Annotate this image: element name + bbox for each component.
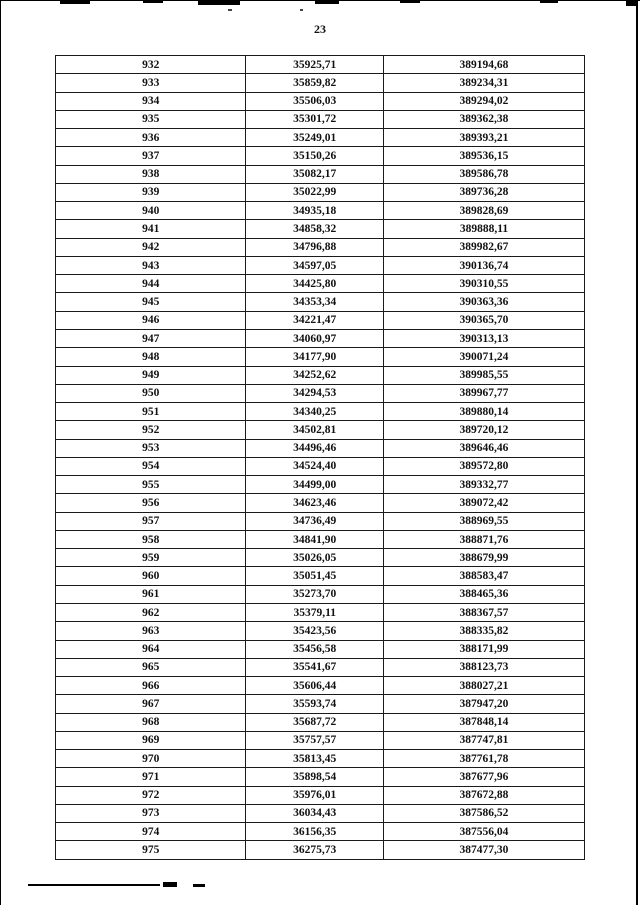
- table-cell: 941: [56, 220, 246, 238]
- table-cell: 389194,68: [383, 56, 584, 74]
- scan-artifact: [60, 0, 90, 4]
- table-cell: 389234,31: [383, 74, 584, 92]
- table-cell: 939: [56, 183, 246, 201]
- scan-artifact: [228, 9, 232, 11]
- table-cell: 388679,99: [383, 549, 584, 567]
- table-cell: 35976,01: [246, 786, 384, 804]
- table-cell: 971: [56, 768, 246, 786]
- table-cell: 390313,13: [383, 329, 584, 347]
- table-cell: 389294,02: [383, 92, 584, 110]
- table-row: [56, 457, 585, 475]
- table-row: [56, 786, 585, 804]
- table-cell: 970: [56, 750, 246, 768]
- table-row: [56, 439, 585, 457]
- table-row: [56, 366, 585, 384]
- table-cell: 955: [56, 476, 246, 494]
- table-cell: 35301,72: [246, 110, 384, 128]
- table-cell: 937: [56, 147, 246, 165]
- table-cell: 389982,67: [383, 238, 584, 256]
- table-cell: 388465,36: [383, 585, 584, 603]
- table-cell: 933: [56, 74, 246, 92]
- table-cell: 388583,47: [383, 567, 584, 585]
- table-row: [56, 695, 585, 713]
- table-row: [56, 731, 585, 749]
- table-cell: 34499,00: [246, 476, 384, 494]
- table-cell: 390071,24: [383, 348, 584, 366]
- table-row: [56, 494, 585, 512]
- table-cell: 35541,67: [246, 658, 384, 676]
- table-cell: 35249,01: [246, 129, 384, 147]
- table-cell: 389646,46: [383, 439, 584, 457]
- table-cell: 969: [56, 731, 246, 749]
- table-cell: 34623,46: [246, 494, 384, 512]
- table-cell: 974: [56, 823, 246, 841]
- table-cell: 934: [56, 92, 246, 110]
- table-cell: 959: [56, 549, 246, 567]
- table-cell: 34597,05: [246, 256, 384, 274]
- scan-artifact: [626, 0, 638, 6]
- table-cell: 966: [56, 677, 246, 695]
- table-row: [56, 567, 585, 585]
- table-cell: 34736,49: [246, 512, 384, 530]
- table-cell: 973: [56, 804, 246, 822]
- table-cell: 949: [56, 366, 246, 384]
- table-cell: 35051,45: [246, 567, 384, 585]
- table-row: [56, 603, 585, 621]
- table-cell: 389072,42: [383, 494, 584, 512]
- table-row: [56, 329, 585, 347]
- table-cell: 967: [56, 695, 246, 713]
- table-cell: 34060,97: [246, 329, 384, 347]
- scan-artifact: [143, 0, 163, 3]
- table-row: [56, 165, 585, 183]
- table-cell: 34841,90: [246, 530, 384, 548]
- table-row: [56, 348, 585, 366]
- table-cell: 387556,04: [383, 823, 584, 841]
- table-cell: 35082,17: [246, 165, 384, 183]
- table-cell: 388335,82: [383, 622, 584, 640]
- table-cell: 35757,57: [246, 731, 384, 749]
- table-row: [56, 823, 585, 841]
- data-table-body: [56, 56, 585, 860]
- table-cell: 35687,72: [246, 713, 384, 731]
- table-cell: 35859,82: [246, 74, 384, 92]
- page-number: 23: [314, 22, 326, 36]
- table-cell: 35813,45: [246, 750, 384, 768]
- table-cell: 35898,54: [246, 768, 384, 786]
- table-cell: 954: [56, 457, 246, 475]
- table-cell: 387848,14: [383, 713, 584, 731]
- table-cell: 35593,74: [246, 695, 384, 713]
- table-row: [56, 750, 585, 768]
- table-cell: 965: [56, 658, 246, 676]
- table-row: [56, 476, 585, 494]
- table-cell: 947: [56, 329, 246, 347]
- table-cell: 35379,11: [246, 603, 384, 621]
- table-cell: 34425,80: [246, 275, 384, 293]
- table-row: [56, 403, 585, 421]
- table-row: [56, 238, 585, 256]
- table-cell: 935: [56, 110, 246, 128]
- table-cell: 388027,21: [383, 677, 584, 695]
- table-cell: 957: [56, 512, 246, 530]
- table-cell: 389880,14: [383, 403, 584, 421]
- table-row: [56, 311, 585, 329]
- table-cell: 956: [56, 494, 246, 512]
- scan-artifact: [198, 0, 240, 5]
- table-cell: 35506,03: [246, 92, 384, 110]
- table-row: [56, 512, 585, 530]
- table-cell: 388171,99: [383, 640, 584, 658]
- table-row: [56, 293, 585, 311]
- table-row: [56, 768, 585, 786]
- table-row: [56, 530, 585, 548]
- table-cell: 35273,70: [246, 585, 384, 603]
- table-row: [56, 640, 585, 658]
- table-cell: 387672,88: [383, 786, 584, 804]
- table-cell: 34524,40: [246, 457, 384, 475]
- table-cell: 942: [56, 238, 246, 256]
- scan-artifact: [315, 0, 339, 4]
- table-cell: 34796,88: [246, 238, 384, 256]
- table-row: [56, 220, 585, 238]
- scan-artifact: [540, 0, 558, 3]
- table-cell: 389888,11: [383, 220, 584, 238]
- table-row: [56, 92, 585, 110]
- table-cell: 390136,74: [383, 256, 584, 274]
- scan-artifact: [193, 884, 205, 887]
- table-cell: 972: [56, 786, 246, 804]
- table-cell: 34177,90: [246, 348, 384, 366]
- table-cell: 35423,56: [246, 622, 384, 640]
- table-cell: 34294,53: [246, 384, 384, 402]
- table-cell: 389362,38: [383, 110, 584, 128]
- table-cell: 34340,25: [246, 403, 384, 421]
- table-row: [56, 74, 585, 92]
- table-row: [56, 202, 585, 220]
- table-cell: 387586,52: [383, 804, 584, 822]
- table-cell: 34353,34: [246, 293, 384, 311]
- table-row: [56, 129, 585, 147]
- table-cell: 948: [56, 348, 246, 366]
- table-cell: 35606,44: [246, 677, 384, 695]
- table-cell: 932: [56, 56, 246, 74]
- table-cell: 388123,73: [383, 658, 584, 676]
- table-row: [56, 110, 585, 128]
- table-cell: 387947,20: [383, 695, 584, 713]
- table-cell: 964: [56, 640, 246, 658]
- table-cell: 943: [56, 256, 246, 274]
- table-cell: 388969,55: [383, 512, 584, 530]
- table-cell: 961: [56, 585, 246, 603]
- table-cell: 938: [56, 165, 246, 183]
- table-row: [56, 677, 585, 695]
- scan-artifact: [300, 9, 303, 11]
- table-cell: 34252,62: [246, 366, 384, 384]
- table-cell: 388871,76: [383, 530, 584, 548]
- table-cell: 940: [56, 202, 246, 220]
- table-cell: 389393,21: [383, 129, 584, 147]
- table-cell: 35150,26: [246, 147, 384, 165]
- scan-artifact: [400, 0, 420, 3]
- data-table: [55, 55, 585, 860]
- table-cell: 950: [56, 384, 246, 402]
- table-row: [56, 256, 585, 274]
- table-cell: 35456,58: [246, 640, 384, 658]
- table-cell: 389736,28: [383, 183, 584, 201]
- table-cell: 951: [56, 403, 246, 421]
- table-row: [56, 421, 585, 439]
- table-cell: 387761,78: [383, 750, 584, 768]
- table-cell: 34221,47: [246, 311, 384, 329]
- table-cell: 389967,77: [383, 384, 584, 402]
- table-row: [56, 275, 585, 293]
- table-row: [56, 183, 585, 201]
- table-cell: 390310,55: [383, 275, 584, 293]
- table-cell: 389720,12: [383, 421, 584, 439]
- table-cell: 36275,73: [246, 841, 384, 860]
- table-row: [56, 622, 585, 640]
- table-row: [56, 658, 585, 676]
- table-row: [56, 585, 585, 603]
- table-cell: 975: [56, 841, 246, 860]
- scan-artifact: [636, 0, 638, 905]
- table-cell: 962: [56, 603, 246, 621]
- table-cell: 389332,77: [383, 476, 584, 494]
- table-cell: 944: [56, 275, 246, 293]
- table-row: [56, 841, 585, 860]
- table-cell: 958: [56, 530, 246, 548]
- table-cell: 34858,32: [246, 220, 384, 238]
- table-row: [56, 713, 585, 731]
- table-cell: 34496,46: [246, 439, 384, 457]
- table-cell: 960: [56, 567, 246, 585]
- table-cell: 387677,96: [383, 768, 584, 786]
- table-cell: 389536,15: [383, 147, 584, 165]
- table-cell: 936: [56, 129, 246, 147]
- table-cell: 946: [56, 311, 246, 329]
- table-cell: 35026,05: [246, 549, 384, 567]
- scan-artifact: [0, 0, 1, 905]
- table-cell: 35925,71: [246, 56, 384, 74]
- table-row: [56, 549, 585, 567]
- table-cell: 953: [56, 439, 246, 457]
- table-cell: 387747,81: [383, 731, 584, 749]
- table-cell: 963: [56, 622, 246, 640]
- table-cell: 388367,57: [383, 603, 584, 621]
- table-cell: 389586,78: [383, 165, 584, 183]
- table-row: [56, 384, 585, 402]
- table-cell: 36156,35: [246, 823, 384, 841]
- table-row: [56, 147, 585, 165]
- table-cell: 945: [56, 293, 246, 311]
- table-row: [56, 804, 585, 822]
- table-cell: 390365,70: [383, 311, 584, 329]
- table-cell: 389828,69: [383, 202, 584, 220]
- table-cell: 34935,18: [246, 202, 384, 220]
- table-cell: 35022,99: [246, 183, 384, 201]
- table-cell: 952: [56, 421, 246, 439]
- scan-artifact: [28, 884, 160, 886]
- table-cell: 968: [56, 713, 246, 731]
- table-cell: 36034,43: [246, 804, 384, 822]
- table-cell: 387477,30: [383, 841, 584, 860]
- scan-artifact: [163, 882, 177, 887]
- table-cell: 34502,81: [246, 421, 384, 439]
- table-cell: 389572,80: [383, 457, 584, 475]
- table-cell: 389985,55: [383, 366, 584, 384]
- table-row: [56, 56, 585, 74]
- table-cell: 390363,36: [383, 293, 584, 311]
